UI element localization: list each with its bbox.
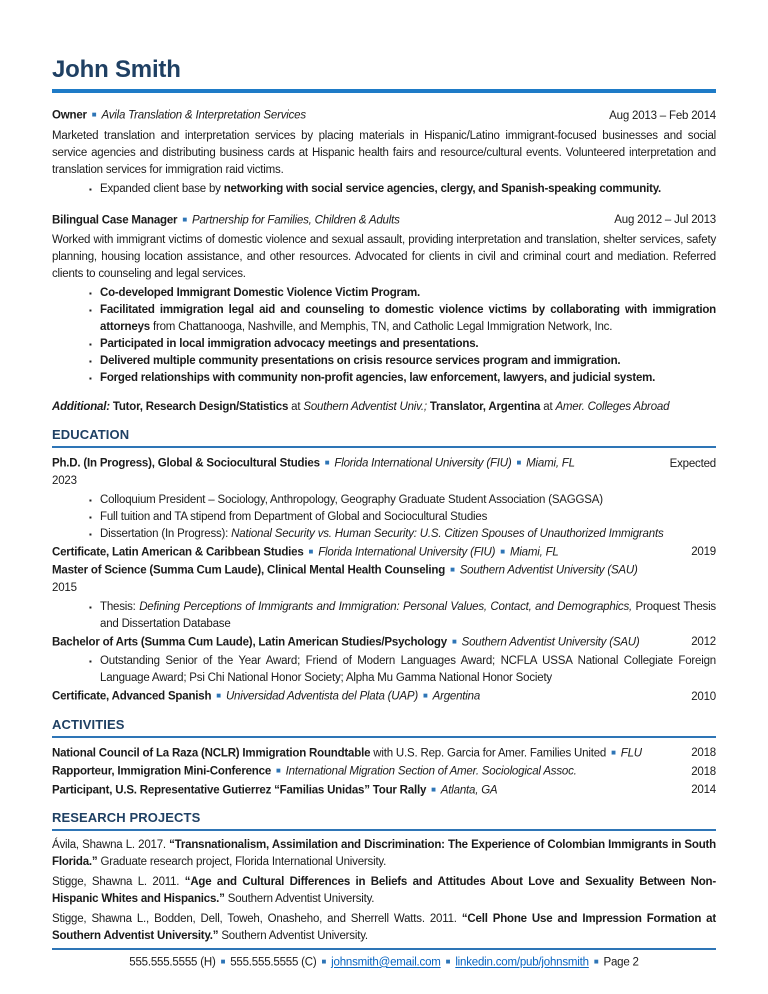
activities-section bbox=[52, 706, 716, 800]
bullet-marker-icon: ▪ bbox=[89, 495, 92, 505]
text-run: Stigge, Shawna L. 2011. bbox=[52, 876, 185, 888]
separator-square-icon: ■ bbox=[611, 747, 616, 757]
experience-entry-organization: Partnership for Families, Children & Adults bbox=[191, 214, 400, 226]
text-run: Southern Adventist University (SAU) bbox=[459, 564, 638, 577]
bullet-item bbox=[52, 653, 716, 687]
bullet-text bbox=[100, 183, 661, 195]
page-title: John Smith bbox=[52, 56, 181, 83]
education-entry-degree bbox=[52, 687, 681, 706]
text-run: with U.S. Rep. Garcia for Amer. Families United bbox=[370, 747, 607, 759]
education-entry-degree bbox=[52, 561, 716, 580]
text-run: Additional: bbox=[52, 401, 110, 413]
bullet-item bbox=[52, 526, 716, 543]
education-entry-head bbox=[52, 543, 716, 562]
experience-entry-bullets bbox=[52, 181, 716, 198]
education-entry bbox=[52, 454, 716, 543]
text-run: Universidad Adventista del Plata (UAP) bbox=[225, 690, 418, 703]
bullet-item bbox=[52, 509, 716, 526]
activity-entry bbox=[52, 744, 716, 763]
bullet-text bbox=[100, 511, 487, 523]
activity-entry-date: 2018 bbox=[691, 765, 716, 778]
text-run: Amer. Colleges Abroad bbox=[555, 401, 670, 413]
education-section bbox=[52, 416, 716, 706]
text-run: Defining Perceptions of Immigrants and Immigration: Personal Values, Contact, and Demographics, bbox=[139, 600, 633, 613]
research-entry bbox=[52, 911, 716, 945]
education-entry bbox=[52, 633, 716, 688]
text-run: National Security vs. Human Security: U.S. Citizen Spouses of Unauthorized Immigrants bbox=[231, 527, 664, 540]
experience-entry-title: Bilingual Case Manager bbox=[52, 214, 178, 226]
bullet-marker-icon: ▪ bbox=[89, 289, 92, 298]
additional-info-line bbox=[52, 399, 716, 416]
education-entry-degree bbox=[52, 633, 681, 652]
separator-square-icon: ■ bbox=[276, 766, 281, 775]
separator-square-icon: ■ bbox=[308, 546, 314, 556]
activity-entry bbox=[52, 762, 716, 781]
education-entry bbox=[52, 543, 716, 562]
text-run: Colloquium President – Sociology, Anthropology, Geography Graduate Student Association (SAGGSA) bbox=[100, 493, 603, 506]
bullet-marker-icon: ▪ bbox=[89, 657, 92, 666]
text-run: Certificate, Latin American & Caribbean Studies bbox=[52, 546, 304, 558]
text-run: Participant, U.S. Representative Gutierrez “Familias Unidas” Tour Rally bbox=[52, 784, 427, 796]
footer-cell-phone: 555.555.5555 (C) bbox=[230, 956, 317, 969]
bullet-marker-icon: ▪ bbox=[89, 340, 92, 349]
activity-entry-text bbox=[52, 781, 681, 800]
bullet-marker-icon: ▪ bbox=[89, 306, 92, 315]
bullet-marker-icon: ▪ bbox=[89, 529, 92, 539]
text-run: “Transnationalism, Assimilation and Discrimination: The Experience of Colombian Immigrants in South Florida.” bbox=[52, 839, 716, 868]
separator-square-icon: ■ bbox=[216, 691, 221, 700]
research-entry bbox=[52, 837, 716, 871]
bullet-marker-icon: ▪ bbox=[89, 602, 92, 612]
activities-heading: ACTIVITIES bbox=[52, 717, 716, 738]
text-run: at bbox=[288, 401, 304, 413]
text-run: Florida International University (FIU) bbox=[318, 546, 496, 558]
experience-entry-dates: Aug 2012 – Jul 2013 bbox=[614, 214, 716, 226]
text-run: National Council of La Raza (NCLR) Immigration Roundtable bbox=[52, 747, 371, 759]
bullet-text bbox=[100, 304, 716, 333]
research-entry bbox=[52, 874, 716, 908]
text-run: Argentina bbox=[432, 690, 481, 703]
education-entry-date: 2010 bbox=[691, 690, 716, 703]
bullet-marker-icon: ▪ bbox=[89, 184, 92, 194]
text-run: Forged relationships with community non-profit agencies, law enforcement, lawyers, and judicial system. bbox=[100, 372, 656, 384]
text-run: “Cell Phone Use and Impression Formation at Southern Adventist University.” bbox=[52, 913, 717, 942]
bullet-item bbox=[52, 302, 716, 336]
text-run: Southern Adventist University (SAU) bbox=[461, 636, 640, 648]
text-run: Facilitated immigration legal aid and counseling to domestic violence victims by collaborating with immigration attorneys bbox=[100, 304, 716, 333]
bullet-marker-icon: ▪ bbox=[89, 374, 92, 383]
separator-square-icon: ■ bbox=[451, 636, 457, 646]
activity-entry-text bbox=[52, 762, 681, 781]
experience-entry-titles bbox=[52, 211, 604, 230]
bullet-item bbox=[52, 285, 716, 302]
bullet-marker-icon: ▪ bbox=[89, 512, 92, 522]
footer-home-phone: 555.555.5555 (H) bbox=[129, 956, 216, 969]
separator-square-icon: ■ bbox=[220, 957, 226, 966]
text-run: Master of Science (Summa Cum Laude), Clinical Mental Health Counseling bbox=[52, 564, 446, 577]
separator-square-icon: ■ bbox=[321, 957, 327, 966]
text-run: Stigge, Shawna L., Bodden, Dell, Toweh, Onasheho, and Sherrell Watts. 2011. bbox=[52, 913, 462, 925]
experience-entry-dates: Aug 2013 – Feb 2014 bbox=[609, 109, 716, 122]
research-heading: RESEARCH PROJECTS bbox=[52, 810, 716, 831]
footer-email-link[interactable]: johnsmith@email.com bbox=[331, 956, 441, 969]
bullet-marker-icon: ▪ bbox=[89, 357, 92, 366]
separator-square-icon: ■ bbox=[422, 691, 428, 700]
text-run: from Chattanooga, Nashville, and Memphis, TN, and Catholic Legal Immigration Network, Inc. bbox=[149, 321, 613, 333]
education-entry-date-wrap: 2015 bbox=[52, 581, 77, 594]
text-run: Full tuition and TA stipend from Department of Global and Sociocultural Studies bbox=[100, 510, 488, 523]
education-entry-date: 2019 bbox=[691, 546, 716, 558]
activity-entry-text bbox=[52, 744, 681, 763]
separator-square-icon: ■ bbox=[431, 784, 436, 794]
text-run: Translator, Argentina bbox=[429, 401, 541, 413]
bullet-item bbox=[52, 181, 716, 198]
experience-entry-organization: Avila Translation & Interpretation Services bbox=[101, 109, 306, 122]
education-entry-head bbox=[52, 454, 716, 473]
separator-square-icon: ■ bbox=[91, 110, 97, 119]
bullet-item bbox=[52, 353, 716, 370]
text-run: FLU bbox=[620, 747, 642, 759]
bullet-item bbox=[52, 599, 716, 633]
experience-entry-head bbox=[52, 106, 716, 125]
experience-entry bbox=[52, 211, 716, 388]
education-entry-date-wrap: 2023 bbox=[52, 474, 77, 487]
text-run: Thesis: bbox=[100, 600, 140, 613]
activities-entries bbox=[52, 744, 716, 800]
research-entries bbox=[52, 837, 716, 945]
text-run: Atlanta, GA bbox=[440, 784, 498, 796]
text-run: Ph.D. (In Progress), Global & Sociocultural Studies bbox=[52, 457, 320, 470]
text-run: Participated in local immigration advocacy meetings and presentations. bbox=[100, 338, 479, 350]
education-entry-bullets bbox=[52, 653, 716, 687]
text-run: Expanded client base by bbox=[100, 182, 224, 195]
bullet-item bbox=[52, 336, 716, 353]
education-entry bbox=[52, 561, 716, 633]
activity-entry bbox=[52, 781, 716, 800]
separator-square-icon: ■ bbox=[500, 546, 505, 556]
separator-square-icon: ■ bbox=[516, 458, 522, 467]
text-run: Southern Adventist University. bbox=[224, 893, 375, 905]
education-entry-date: Expected bbox=[669, 457, 716, 470]
education-entry bbox=[52, 687, 716, 706]
text-run: Graduate research project, Florida International University. bbox=[97, 856, 387, 868]
text-run: Tutor, Research Design/Statistics bbox=[112, 401, 289, 413]
bullet-item bbox=[52, 492, 716, 509]
education-entry-degree bbox=[52, 543, 681, 562]
education-entry-head bbox=[52, 561, 716, 580]
text-run: Dissertation (In Progress): bbox=[100, 527, 232, 540]
text-run: Miami, FL bbox=[509, 546, 559, 558]
footer-page-number: Page 2 bbox=[603, 956, 639, 969]
education-entry-degree bbox=[52, 454, 660, 473]
footer-rule bbox=[52, 948, 716, 950]
education-entry-bullets bbox=[52, 599, 716, 633]
experience-section bbox=[52, 93, 716, 387]
experience-entry-summary: Marketed translation and interpretation services by placing materials in Hispanic/Latino immigrant-focused businesses and social service agencies and distributing business cards at Hispanic health fairs and resource/cultural events. Volunteered interpretation and translation services for immigration raid victims. bbox=[52, 129, 716, 176]
education-entry-head bbox=[52, 633, 716, 652]
separator-square-icon: ■ bbox=[182, 214, 187, 224]
text-run: “Age and Cultural Differences in Beliefs and Attitudes About Love and Sexuality Between Non-Hispanic Whites and Hispanics.” bbox=[52, 876, 716, 905]
footer-contact-line bbox=[52, 954, 716, 971]
text-run: Southern Adventist Univ.; bbox=[303, 401, 427, 413]
research-section bbox=[52, 799, 716, 948]
experience-entry-summary: Worked with immigrant victims of domestic violence and sexual assault, providing interpretation and translation, shelter services, safety planning, housing location assistance, and other resources. Advocated for clients in civil and criminal court and mediation. Referred clients to counseling and legal services. bbox=[52, 234, 716, 280]
text-run: Rapporteur, Immigration Mini-Conference bbox=[52, 765, 272, 778]
education-heading: EDUCATION bbox=[52, 427, 716, 448]
experience-entry-bullets bbox=[52, 285, 716, 387]
bullet-text bbox=[100, 494, 603, 506]
text-run: Florida International University (FIU) bbox=[334, 457, 512, 470]
bullet-text bbox=[100, 355, 620, 367]
text-run: Southern Adventist University. bbox=[218, 930, 368, 942]
text-run: International Migration Section of Amer. Sociological Assoc. bbox=[285, 765, 577, 778]
bullet-text bbox=[100, 287, 420, 299]
separator-square-icon: ■ bbox=[593, 957, 599, 966]
separator-square-icon: ■ bbox=[445, 957, 451, 966]
experience-entry bbox=[52, 106, 716, 198]
bullet-text bbox=[100, 338, 478, 350]
text-run: Miami, FL bbox=[526, 457, 575, 470]
text-run: Bachelor of Arts (Summa Cum Laude), Latin American Studies/Psychology bbox=[52, 636, 447, 648]
text-run: Delivered multiple community presentations on crisis resource services program and immigration. bbox=[100, 355, 621, 367]
text-run: Certificate, Advanced Spanish bbox=[52, 690, 212, 703]
text-run: Outstanding Senior of the Year Award; Friend of Modern Languages Award; NCFLA USSA National Collegiate Foreign Language Award; Psi Chi National Honor Society; Alpha Mu Gamma National Honor Society bbox=[100, 655, 716, 684]
experience-entry-titles bbox=[52, 106, 599, 125]
education-entry-date: 2012 bbox=[691, 636, 716, 648]
experience-entry-title: Owner bbox=[52, 109, 87, 122]
bullet-text bbox=[100, 601, 716, 630]
bullet-text bbox=[100, 372, 655, 384]
experience-entry-head bbox=[52, 211, 716, 230]
separator-square-icon: ■ bbox=[324, 458, 330, 467]
activity-entry-date: 2018 bbox=[691, 747, 716, 759]
footer-linkedin-link[interactable]: linkedin.com/pub/johnsmith bbox=[455, 956, 589, 969]
page-footer bbox=[52, 948, 716, 971]
bullet-text bbox=[100, 528, 664, 540]
bullet-text bbox=[100, 655, 716, 684]
bullet-item bbox=[52, 370, 716, 387]
education-entries bbox=[52, 454, 716, 706]
text-run: Co-developed Immigrant Domestic Violence Victim Program. bbox=[100, 287, 421, 299]
text-run: Proquest Thesis and Dissertation Database bbox=[100, 600, 716, 630]
separator-square-icon: ■ bbox=[450, 565, 455, 574]
text-run: at bbox=[540, 401, 556, 413]
activity-entry-date: 2014 bbox=[691, 784, 716, 796]
education-entry-bullets bbox=[52, 492, 716, 543]
education-entry-head bbox=[52, 687, 716, 706]
text-run: networking with social service agencies, clergy, and Spanish-speaking community. bbox=[223, 182, 662, 195]
text-run: Ávila, Shawna L. 2017. bbox=[52, 839, 170, 851]
